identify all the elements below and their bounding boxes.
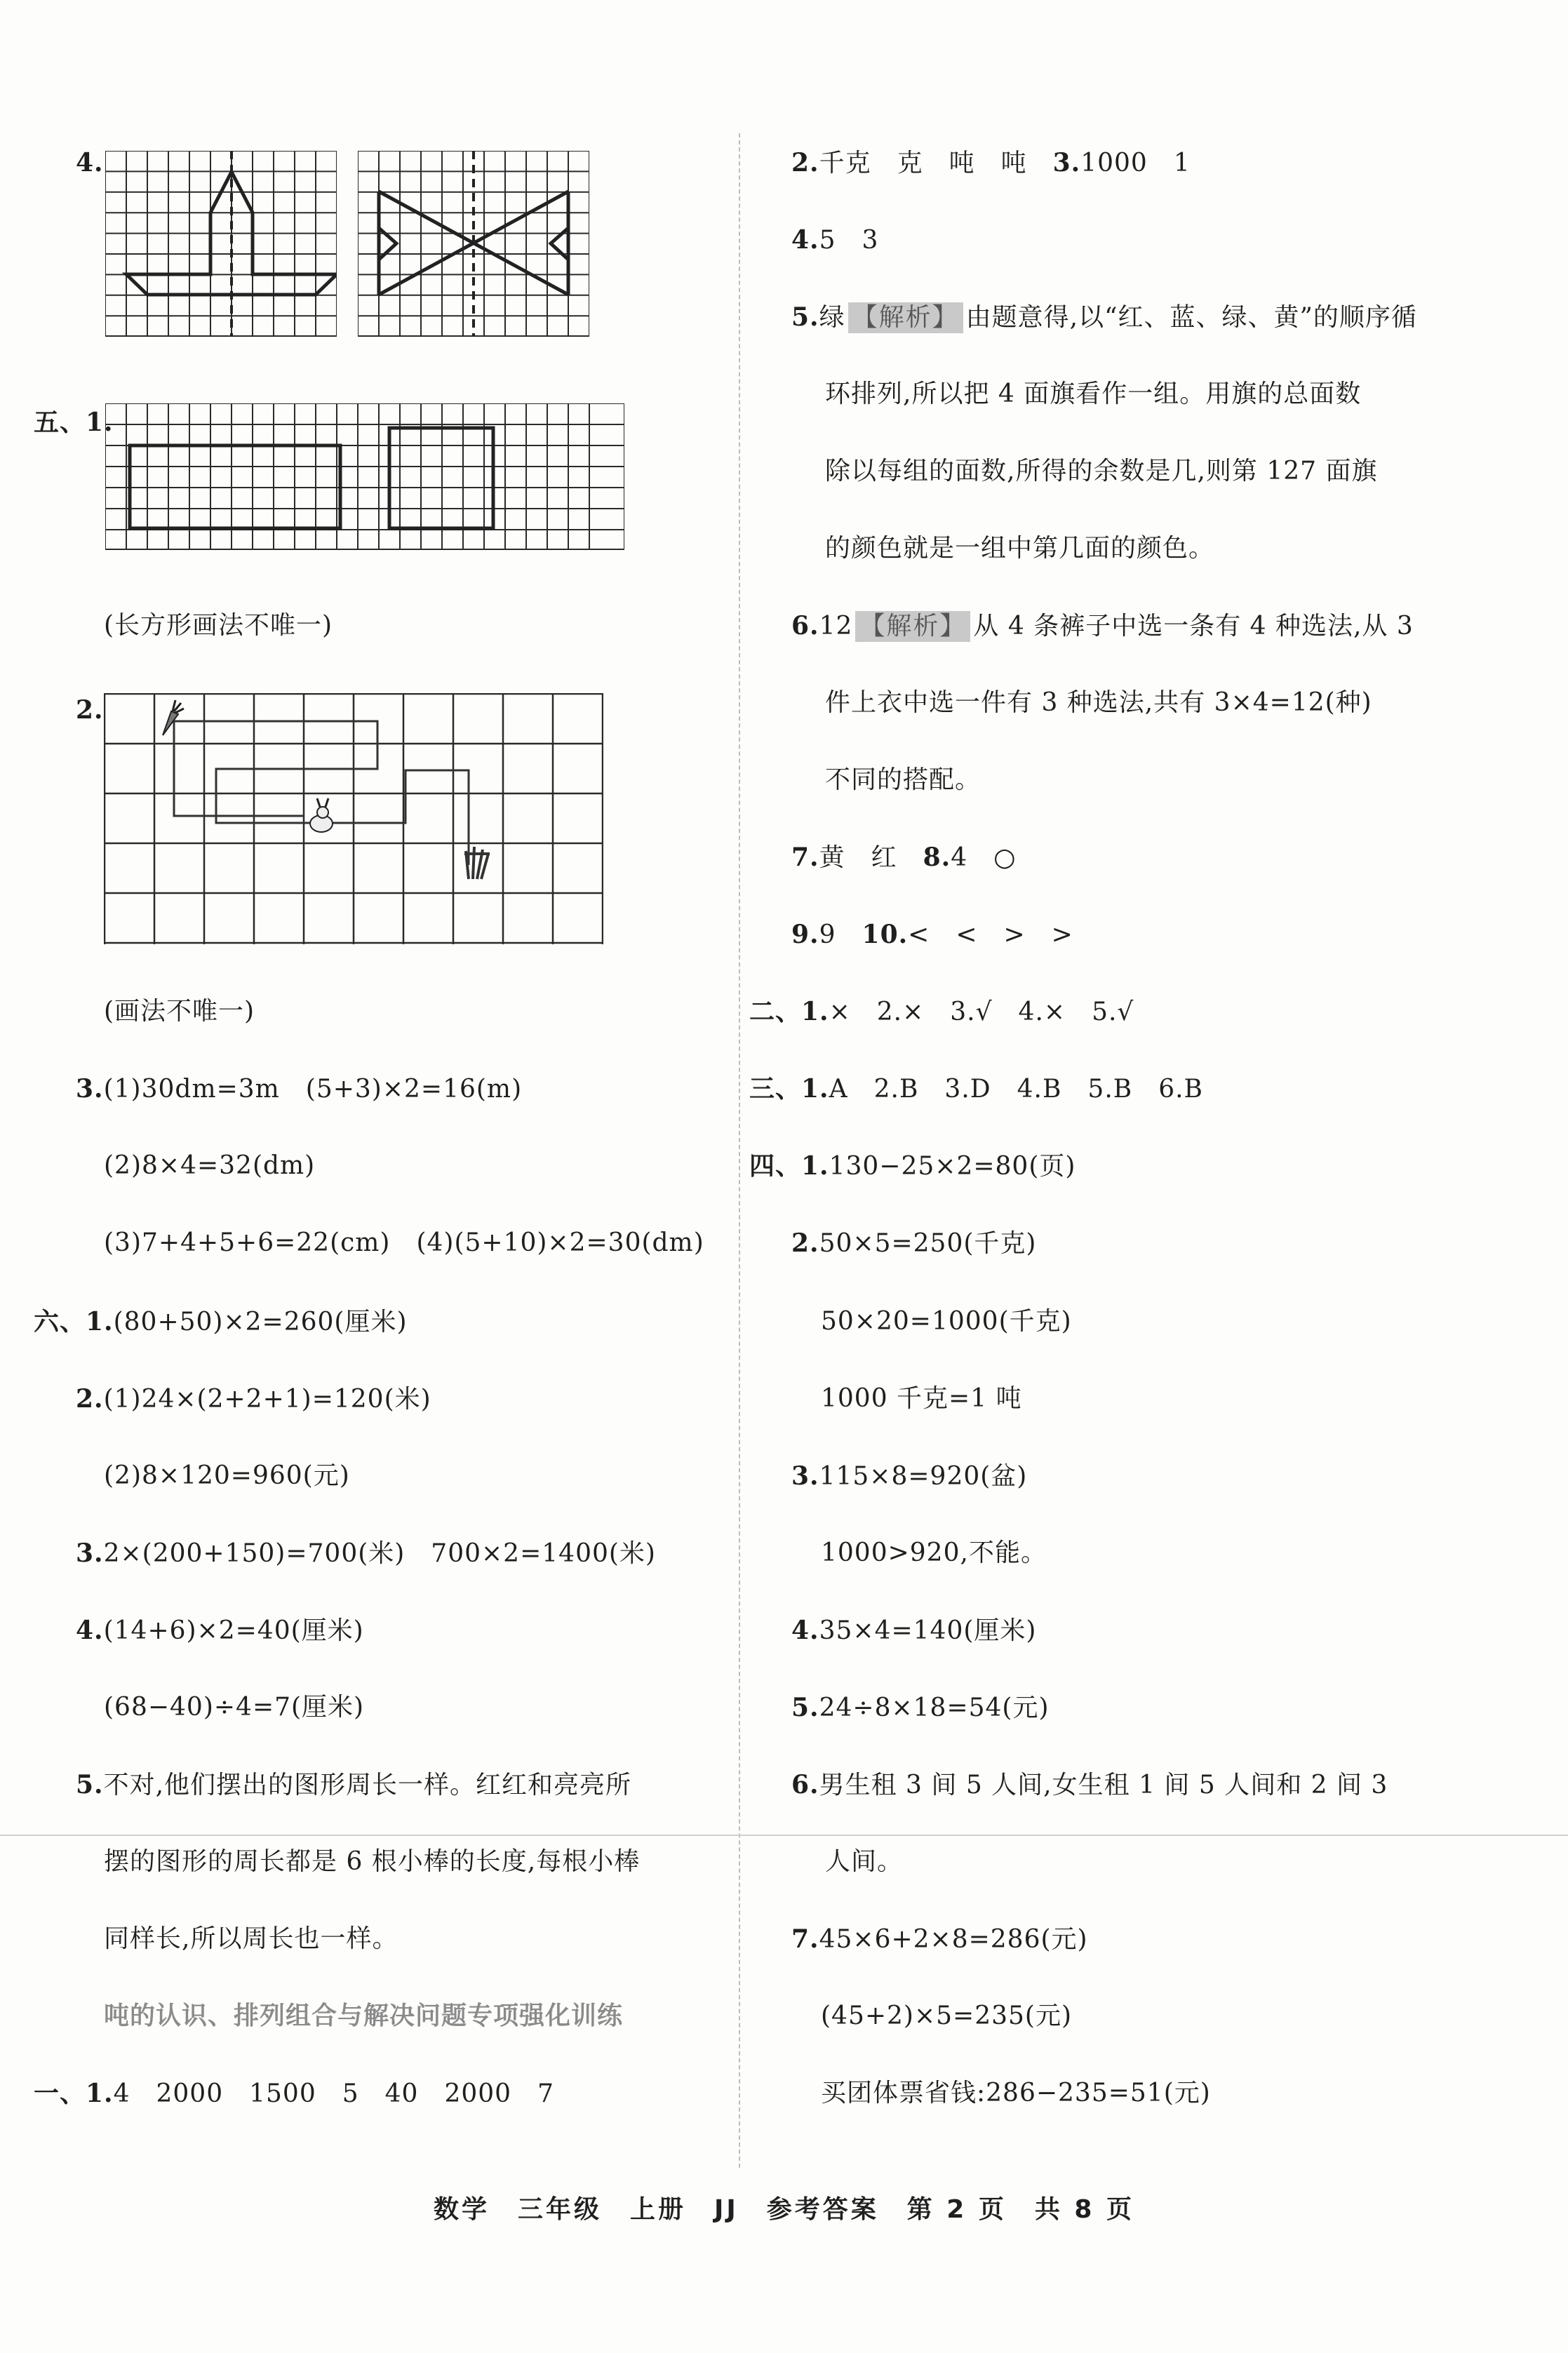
r-q5: 5.绿 【解析】 由题意得,以“红、蓝、绿、黄”的顺序循 — [791, 302, 1417, 332]
r-q9: 9.9 10.< < > > — [791, 920, 1073, 949]
r-s4-q7-l2: (45+2)×5=235(元) — [821, 2002, 1073, 2030]
r-s4-q3: 3.115×8=920(盆) — [791, 1461, 1028, 1491]
r-s4-q5: 5.24÷8×18=54(元) — [791, 1693, 1050, 1722]
s5-q3: 3.(1)30dm=3m (5+3)×2=16(m) — [76, 1074, 523, 1104]
s6-q5-l2: 摆的图形的周长都是 6 根小棒的长度,每根小棒 — [104, 1847, 641, 1876]
r-q5-l2: 环排列,所以把 4 面旗看作一组。用旗的总面数 — [825, 380, 1362, 408]
r-s4-q2: 2.50×5=250(千克) — [791, 1228, 1037, 1258]
path-grid — [104, 693, 603, 944]
r-s4-q2-l3: 1000 千克=1 吨 — [821, 1384, 1022, 1413]
rabbit-icon — [310, 798, 333, 832]
r-s4-q4: 4.35×4=140(厘米) — [791, 1616, 1037, 1645]
r-q6-l3: 不同的搭配。 — [825, 765, 981, 794]
r-q6-l2: 件上衣中选一件有 3 种选法,共有 3×4=12(种) — [825, 688, 1372, 717]
r-q7: 7.黄 红 8.4 ○ — [791, 843, 1017, 872]
r-s4-q7: 7.45×6+2×8=286(元) — [791, 1924, 1088, 1954]
q2-label: 2. — [76, 695, 104, 725]
note-rectangles: (长方形画法不唯一) — [104, 611, 333, 640]
column-divider — [739, 133, 740, 2168]
r-s4-q6: 6.男生租 3 间 5 人间,女生租 1 间 5 人间和 2 间 3 — [791, 1770, 1388, 1799]
analysis-tag: 【解析】 — [848, 302, 963, 333]
section-title: 吨的认识、排列组合与解决问题专项强化训练 — [104, 2002, 624, 2030]
fold-line — [0, 1835, 1568, 1836]
s6-q4: 4.(14+6)×2=40(厘米) — [76, 1616, 364, 1645]
r-s3: 三、1.A 2.B 3.D 4.B 5.B 6.B — [749, 1074, 1204, 1104]
r-q5-l4: 的颜色就是一组中第几面的颜色。 — [825, 534, 1215, 563]
r-s4-q6-l2: 人间。 — [825, 1847, 904, 1876]
r-s4-q2-l2: 50×20=1000(千克) — [821, 1307, 1072, 1336]
r-q6: 6.12 【解析】 从 4 条裤子中选一条有 4 种选法,从 3 — [791, 611, 1414, 641]
r-q5-l3: 除以每组的面数,所得的余数是几,则第 127 面旗 — [825, 457, 1378, 485]
r-s4-q1: 四、1.130−25×2=80(页) — [749, 1151, 1076, 1181]
s6-q5: 5.不对,他们摆出的图形周长一样。红红和亮亮所 — [76, 1770, 632, 1799]
s6-q1: 六、1.(80+50)×2=260(厘米) — [34, 1307, 408, 1336]
grid-lines-1 — [105, 151, 337, 336]
symmetry-grid-1 — [105, 151, 337, 337]
symmetry-grid-2 — [358, 151, 589, 337]
s1-q1: 一、1.4 2000 1500 5 40 2000 7 — [34, 2079, 554, 2108]
q4-label: 4. — [76, 148, 104, 177]
r-s4-q7-l3: 买团体票省钱:286−235=51(元) — [821, 2079, 1211, 2107]
page-footer: 数学 三年级 上册 JJ 参考答案 第 2 页 共 8 页 — [433, 2195, 1135, 2224]
s6-q3: 3.2×(200+150)=700(米) 700×2=1400(米) — [76, 1538, 656, 1568]
note-path: (画法不唯一) — [104, 997, 255, 1026]
s6-q4-l2: (68−40)÷4=7(厘米) — [104, 1693, 365, 1722]
analysis-tag: 【解析】 — [855, 611, 970, 642]
s5-q3-l3: (3)7+4+5+6=22(cm) (4)(5+10)×2=30(dm) — [104, 1228, 704, 1257]
r-s2: 二、1.× 2.× 3.√ 4.× 5.√ — [749, 997, 1134, 1026]
r-q4: 4.5 3 — [791, 225, 879, 255]
s5-label: 五、1. — [34, 408, 114, 437]
s6-q5-l3: 同样长,所以周长也一样。 — [104, 1924, 398, 1953]
rectangle-grid — [105, 403, 624, 551]
s6-q2-l2: (2)8×120=960(元) — [104, 1461, 350, 1490]
s6-q2: 2.(1)24×(2+2+1)=120(米) — [76, 1384, 431, 1414]
r-q2: 2.千克 克 吨 吨 3.1000 1 — [791, 148, 1191, 177]
s5-q3-l2: (2)8×4=32(dm) — [104, 1151, 316, 1180]
r-s4-q3-l2: 1000>920,不能。 — [821, 1538, 1047, 1567]
